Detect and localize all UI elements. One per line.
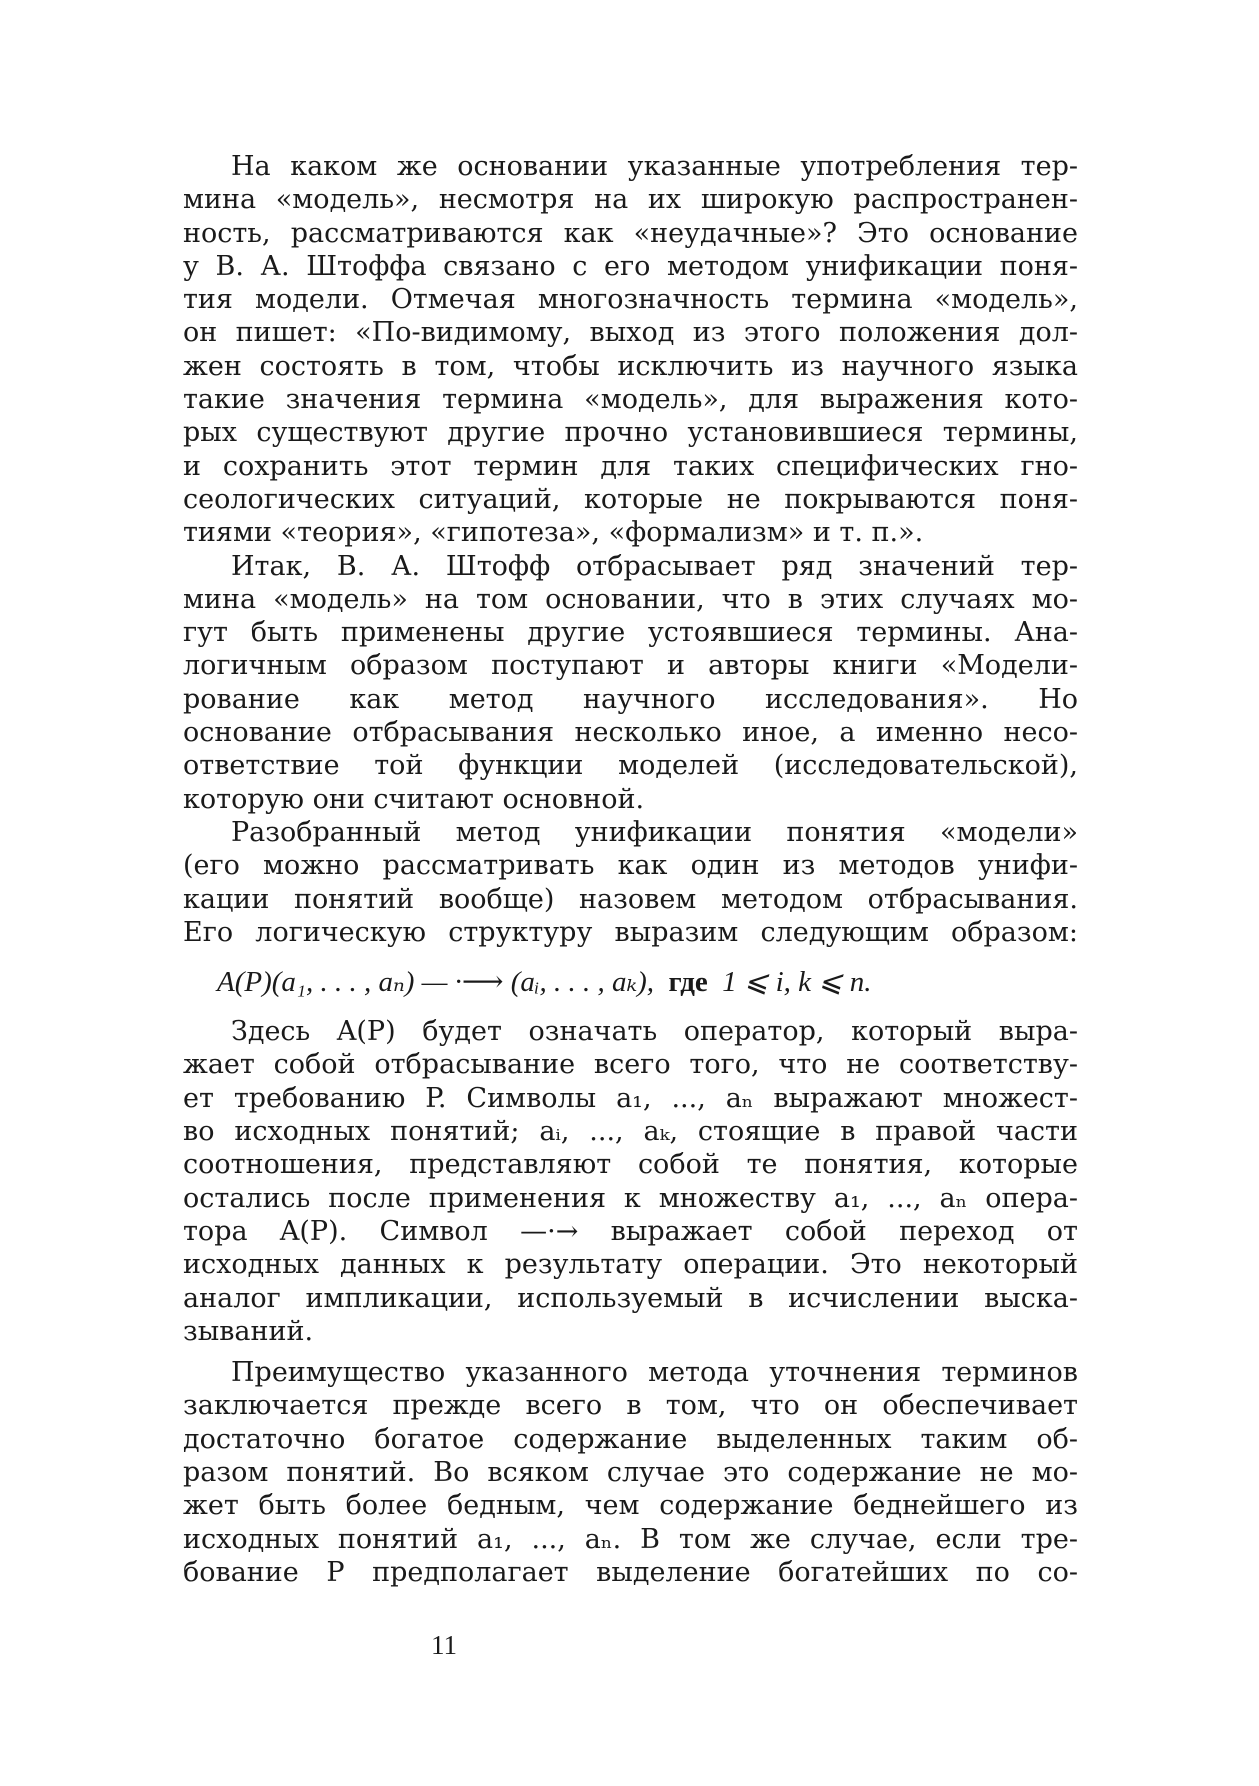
text-line: исходных понятий a₁, ..., aₙ. В том же случае, если тре- [183, 1523, 1078, 1555]
formula [183, 949, 1078, 1015]
formula-condition: 1 ⩽ i, k ⩽ n. [722, 966, 872, 999]
text-line: тора A(P). Символ —·→ выражает собой переход от [183, 1215, 1078, 1247]
text-line: основание отбрасывания несколько иное, а именно несо- [183, 717, 1078, 749]
text-line: достаточно богатое содержание выделенных таким об- [183, 1423, 1078, 1455]
text-line: ность, рассматриваются как «неудачные»? Это основание [183, 217, 1078, 249]
text-line: зываний. [183, 1315, 314, 1347]
paragraph-3 [183, 816, 1078, 949]
text-line: тиями «теория», «гипотеза», «формализм» и т. п.». [183, 517, 924, 549]
paragraph-spacer [183, 1348, 1078, 1356]
text-line: На каком же основании указанные употребления тер- [231, 151, 1078, 182]
text-line: рование как метод научного исследования». Но [183, 683, 1078, 715]
text-line: у В. А. Штоффа связано с его методом унификации поня- [183, 250, 1078, 282]
text-line: остались после применения к множеству a₁, ..., aₙ опера- [183, 1182, 1078, 1214]
paragraph-5 [183, 1356, 1078, 1589]
text-line: логичным образом поступают и авторы книги «Модели- [183, 650, 1078, 682]
text-line: кации понятий вообще) назовем методом отбрасывания. [183, 883, 1078, 915]
text-line: Разобранный метод унификации понятия «модели» [231, 816, 1078, 848]
text-line: Его логическую структуру выразим следующим образом: [183, 916, 1078, 948]
text-line: гут быть применены другие устоявшиеся термины. Ана- [183, 617, 1078, 649]
text-line: и сохранить этот термин для таких специфических гно- [183, 450, 1078, 482]
text-line: Преимущество указанного метода уточнения терминов [231, 1357, 1078, 1389]
page-number: 11 [431, 1630, 457, 1660]
text-line: мина «модель» на том основании, что в этих случаях мо- [183, 583, 1078, 615]
text-line: такие значения термина «модель», для выражения кото- [183, 384, 1078, 416]
text-line: жает собой отбрасывание всего того, что не соответству- [183, 1049, 1078, 1081]
text-line: разом понятий. Во всяком случае это содержание не мо- [183, 1456, 1078, 1488]
text-line: тия модели. Отмечая многозначность термина «модель», [183, 284, 1078, 316]
text-line: во исходных понятий; aᵢ, ..., aₖ, стоящие в правой части [183, 1116, 1078, 1148]
text-line: сеологических ситуаций, которые не покрываются поня- [183, 483, 1078, 515]
page-body [183, 150, 1078, 1589]
text-line: рых существуют другие прочно установившиеся термины, [183, 417, 1078, 449]
paragraph-2 [183, 550, 1078, 816]
text-line: аналог импликации, используемый в исчислении выска- [183, 1282, 1078, 1314]
paragraph-1 [183, 150, 1078, 550]
text-line: бование P предполагает выделение богатейших по со- [183, 1556, 1078, 1588]
text-line: исходных данных к результату операции. Это некоторый [183, 1249, 1078, 1281]
text-line: ответствие той функции моделей (исследовательской), [183, 750, 1078, 782]
text-line: Здесь A(P) будет означать оператор, который выра- [231, 1016, 1078, 1048]
text-line: он пишет: «По-видимому, выход из этого положения дол- [183, 317, 1078, 349]
formula-left: A(P)(a₁, . . . , aₙ) — ·⟶ (aᵢ, . . . , aₖ), [217, 966, 654, 999]
text-line: соотношения, представляют собой те понятия, которые [183, 1149, 1078, 1181]
text-line: которую они считают основной. [183, 783, 645, 815]
text-line: жет быть более бедным, чем содержание беднейшего из [183, 1490, 1078, 1522]
text-line: жен состоять в том, чтобы исключить из научного языка [183, 350, 1078, 382]
text-line: мина «модель», несмотря на их широкую распространен- [183, 184, 1078, 216]
text-line: заключается прежде всего в том, что он обеспечивает [183, 1390, 1078, 1422]
formula-where: где [668, 966, 708, 999]
text-line: ет требованию P. Символы a₁, ..., aₙ выражают множест- [183, 1082, 1078, 1114]
paragraph-4 [183, 1015, 1078, 1348]
text-line: (его можно рассматривать как один из методов унифи- [183, 850, 1078, 882]
text-line: Итак, В. А. Штофф отбрасывает ряд значений тер- [231, 550, 1078, 582]
